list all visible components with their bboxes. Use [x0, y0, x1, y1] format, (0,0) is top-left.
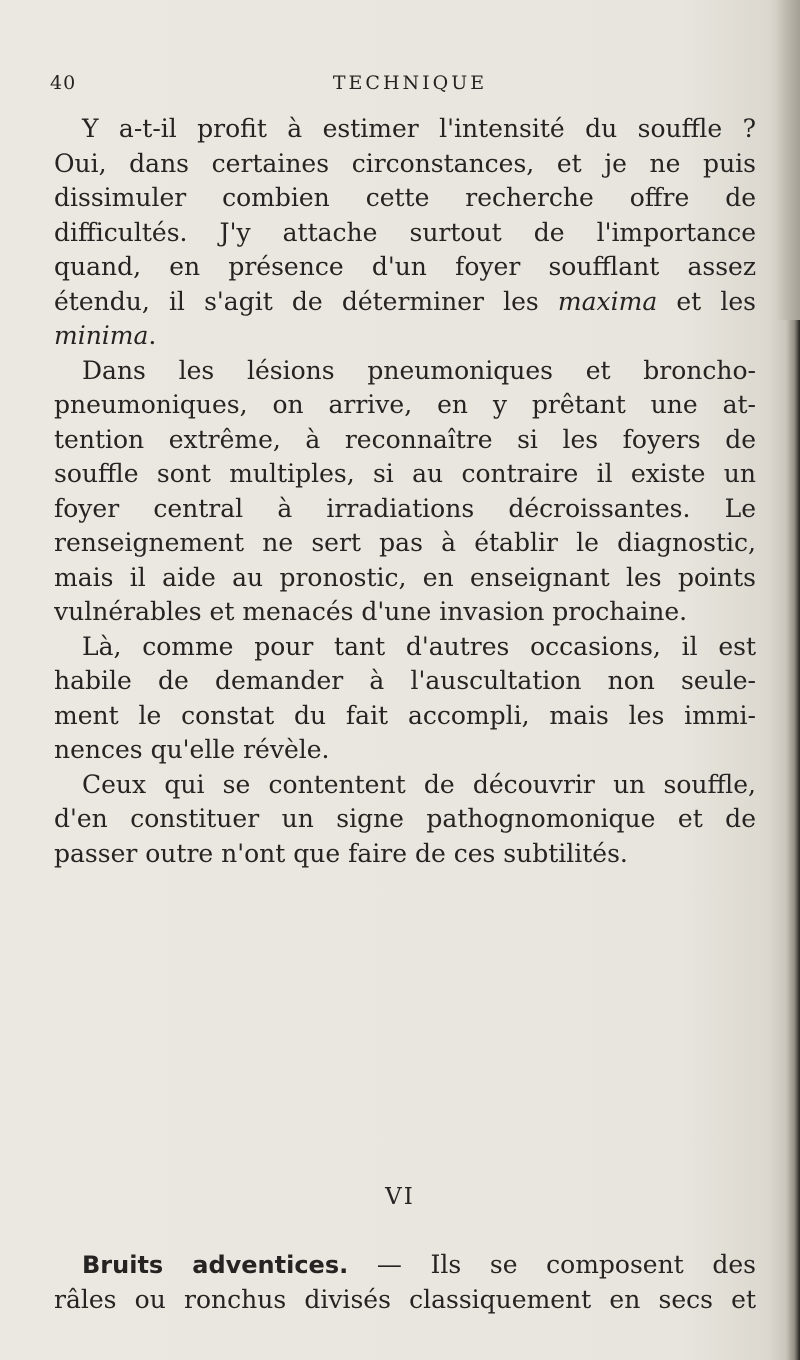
- text-line: [54, 1248, 756, 1283]
- text-line: pneumoniques, on arrive, en y prêtant une at-: [54, 390, 756, 419]
- section-number: VI: [385, 1184, 415, 1210]
- section-paragraph: [54, 1248, 756, 1317]
- text-fragment: étendu, il s'agit de déterminer les: [54, 286, 558, 316]
- text-fragment: — Ils se composent des: [348, 1250, 756, 1279]
- text-line: râles ou ronchus divisés classiquement en secs et: [54, 1284, 756, 1314]
- running-title: TECHNIQUE: [332, 72, 488, 94]
- text-line: Y a-t-il profit à estimer l'intensité du souffle ?: [82, 114, 756, 143]
- text-line: d'en constituer un signe pathognomonique et de: [54, 804, 756, 833]
- text-line: nences qu'elle révèle.: [54, 735, 330, 764]
- text-fragment: et les: [657, 286, 756, 316]
- text-line: [54, 319, 756, 354]
- italic-term-maxima: maxima: [557, 286, 658, 316]
- text-line: dissimuler combien cette recherche offre de: [54, 183, 756, 212]
- text-line: Oui, dans certaines circonstances, et je ne puis: [54, 148, 756, 178]
- text-line: tention extrême, à reconnaître si les foyers de: [54, 424, 756, 454]
- italic-term-minima: minima: [54, 321, 149, 350]
- text-line: Dans les lésions pneumoniques et broncho-: [82, 355, 756, 385]
- text-line: [54, 285, 756, 320]
- page-header: [50, 72, 750, 106]
- text-line: Ceux qui se contentent de découvrir un souffle,: [82, 769, 756, 799]
- text-line: habile de demander à l'auscultation non seule-: [54, 666, 756, 695]
- text-line: mais il aide au pronostic, en enseignant les points: [54, 562, 756, 592]
- page-edge-top: [776, 0, 800, 320]
- text-line: difficultés. J'y attache surtout de l'importance: [54, 217, 756, 247]
- text-line: foyer central à irradiations décroissantes. Le: [54, 493, 756, 523]
- text-line: souffle sont multiples, si au contraire il existe un: [54, 459, 756, 488]
- paragraph-intensity: [54, 112, 756, 354]
- text-line: passer outre n'ont que faire de ces subtilités.: [54, 838, 628, 868]
- text-line: ment le constat du fait accompli, mais les immi-: [54, 700, 756, 730]
- text-fragment: .: [148, 321, 157, 350]
- text-line: vulnérables et menacés d'une invasion prochaine.: [54, 597, 688, 626]
- page-number: 40: [50, 72, 77, 94]
- section-heading: Bruits adventices.: [82, 1251, 349, 1279]
- paragraph-auscultation: [54, 630, 756, 768]
- text-line: renseignement ne sert pas à établir le diagnostic,: [54, 528, 756, 557]
- text-line: Là, comme pour tant d'autres occasions, il est: [82, 631, 756, 661]
- body-text: [54, 112, 756, 871]
- paragraph-subtleties: [54, 768, 756, 872]
- paragraph-lesions: [54, 354, 756, 630]
- text-line: quand, en présence d'un foyer soufflant assez: [54, 252, 756, 281]
